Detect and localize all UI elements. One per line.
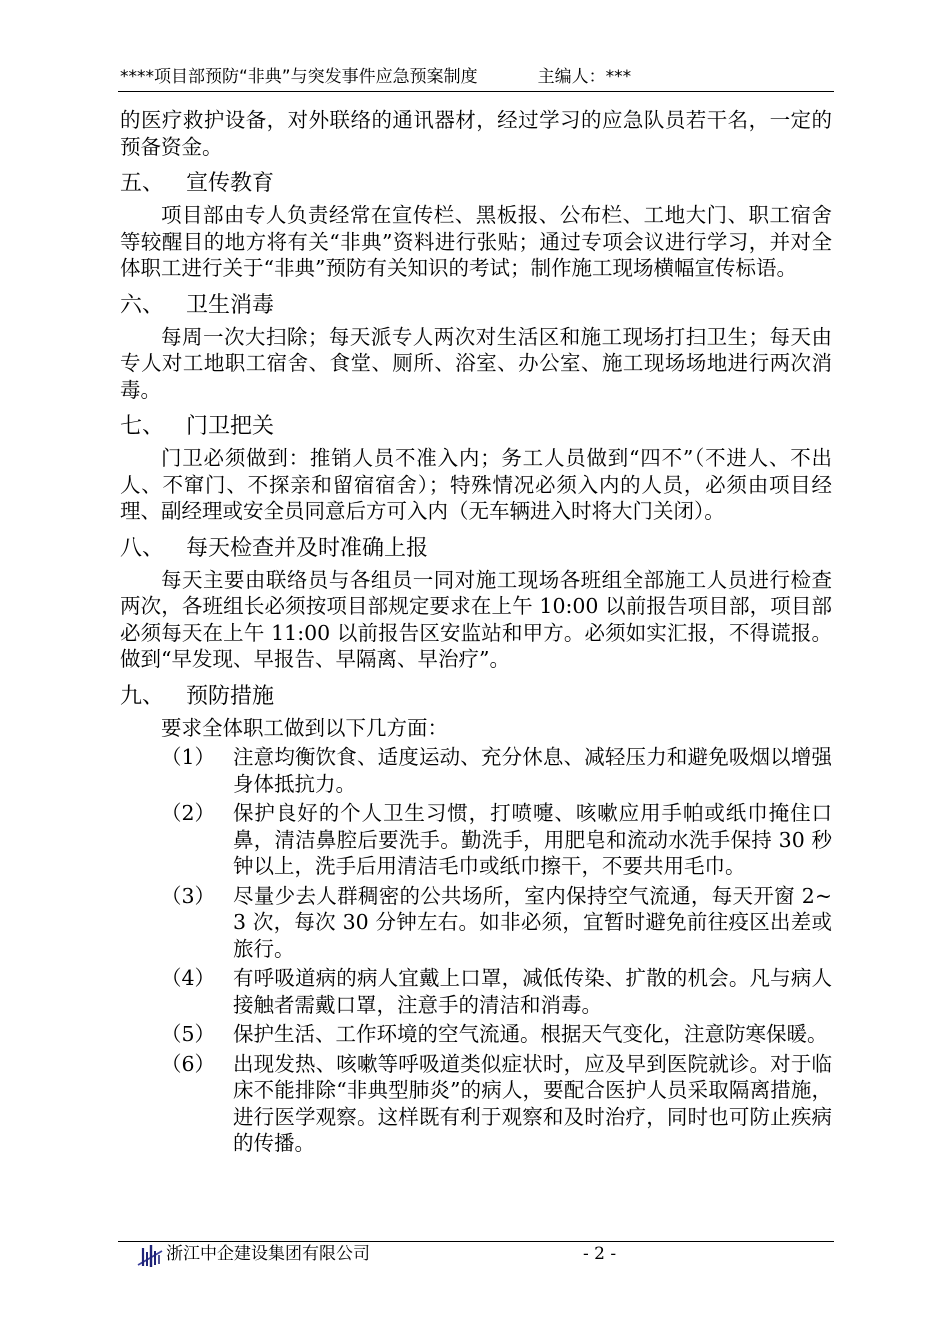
list-item-number: （1） [161, 745, 216, 769]
section-8 [120, 534, 832, 673]
page-header [120, 66, 631, 88]
continued-paragraph: 的医疗救护设备，对外联络的通讯器材，经过学习的应急队员若干名，一定的预备资金。 [120, 108, 832, 159]
section-title: 宣传教育 [186, 171, 275, 196]
header-editor: 主编人：*** [537, 67, 632, 87]
section-heading [120, 169, 832, 199]
list-item-text: 尽量少去人群稠密的公共场所，室内保持空气流通，每天开窗 2~3 次，每次 30 分钟左右。如非必须，宜暂时避免前往疫区出差或旅行。 [233, 883, 832, 961]
list-item [120, 965, 832, 1018]
list-item-text: 保护良好的个人卫生习惯，打喷嚏、咳嗽应用手帕或纸巾掩住口鼻，清洁鼻腔后要洗手。勤洗手，用肥皂和流动水洗手保持 30 秒钟以上，洗手后用清洁毛巾或纸巾擦干，不要共用毛巾。 [233, 801, 832, 878]
section-7 [120, 412, 832, 525]
list-item-text: 注意均衡饮食、适度运动、充分休息、减轻压力和避免吸烟以增强身体抵抗力。 [233, 745, 832, 796]
prevention-intro: 要求全体职工做到以下几方面： [161, 715, 448, 740]
section-paragraph: 门卫必须做到：推销人员不准入内；务工人员做到“四不”（不进人、不出人、不窜门、不探亲和留宿宿舍）；特殊情况必须入内的人员，必须由项目经理、副经理或安全员同意后方可入内（无车辆进入时将大门关闭）。 [120, 446, 832, 523]
footer-rule [118, 1241, 834, 1242]
section-title: 门卫把关 [186, 414, 275, 439]
section-heading [120, 682, 832, 712]
list-item-number: （2） [161, 801, 216, 825]
section-paragraph: 项目部由专人负责经常在宣传栏、黑板报、公布栏、工地大门、职工宿舍等较醒目的地方将有关“非典”资料进行张贴；通过专项会议进行学习，并对全体职工进行关于“非典”预防有关知识的考试；制作施工现场横幅宣传标语。 [120, 203, 832, 280]
list-item [120, 800, 832, 880]
footer-company: 浙江中企建设集团有限公司 [166, 1244, 370, 1264]
section-number: 七、 [120, 414, 165, 439]
section-number: 八、 [120, 535, 165, 561]
list-item-text: 有呼吸道病的病人宜戴上口罩，减低传染、扩散的机会。凡与病人接触者需戴口罩，注意手的清洁和消毒。 [233, 966, 832, 1017]
prevention-list [120, 744, 832, 1157]
list-item-number: （6） [161, 1051, 216, 1076]
list-item-number: （5） [161, 1022, 216, 1046]
section-number: 五、 [120, 171, 165, 196]
list-item [120, 883, 832, 963]
section-title: 每天检查并及时准确上报 [186, 535, 429, 561]
header-title: ****项目部预防“非典”与突发事件应急预案制度 [120, 67, 478, 87]
document-body [120, 107, 832, 1157]
section-number: 六、 [120, 292, 165, 318]
section-heading [120, 412, 832, 442]
section-paragraph: 每天主要由联络员与各组员一同对施工现场各班组全部施工人员进行检查两次，各班组长必须按项目部规定要求在上午 10:00 以前报告项目部，项目部必须每天在上午 11:00 以前报告区安监站和甲方。必须如实汇报，不得谎报。做到“早发现、早报告、早隔离、早治疗”。 [120, 567, 832, 671]
list-item-number: （3） [161, 883, 216, 908]
list-item-number: （4） [161, 966, 216, 990]
section-5 [120, 169, 832, 282]
section-title: 预防措施 [186, 683, 275, 709]
section-9 [120, 682, 832, 1157]
section-heading [120, 534, 832, 564]
list-item [120, 744, 832, 797]
list-item-text: 保护生活、工作环境的空气流通。根据天气变化，注意防寒保暖。 [233, 1022, 828, 1046]
list-item [120, 1051, 832, 1157]
header-rule [118, 91, 834, 92]
section-6 [120, 291, 832, 404]
page-number: - 2 - [583, 1244, 617, 1264]
list-item [120, 1021, 832, 1048]
section-title: 卫生消毒 [186, 292, 275, 318]
company-logo-icon [136, 1243, 166, 1269]
section-number: 九、 [120, 683, 165, 709]
section-paragraph: 每周一次大扫除；每天派专人两次对生活区和施工现场打扫卫生；每天由专人对工地职工宿舍、食堂、厕所、浴室、办公室、施工现场场地进行两次消毒。 [120, 324, 832, 402]
list-item-text: 出现发热、咳嗽等呼吸道类似症状时，应及早到医院就诊。对于临床不能排除“非典型肺炎”的病人，要配合医护人员采取隔离措施，进行医学观察。这样既有利于观察和及时治疗，同时也可防止疾病的传播。 [233, 1051, 832, 1155]
section-heading [120, 291, 832, 321]
